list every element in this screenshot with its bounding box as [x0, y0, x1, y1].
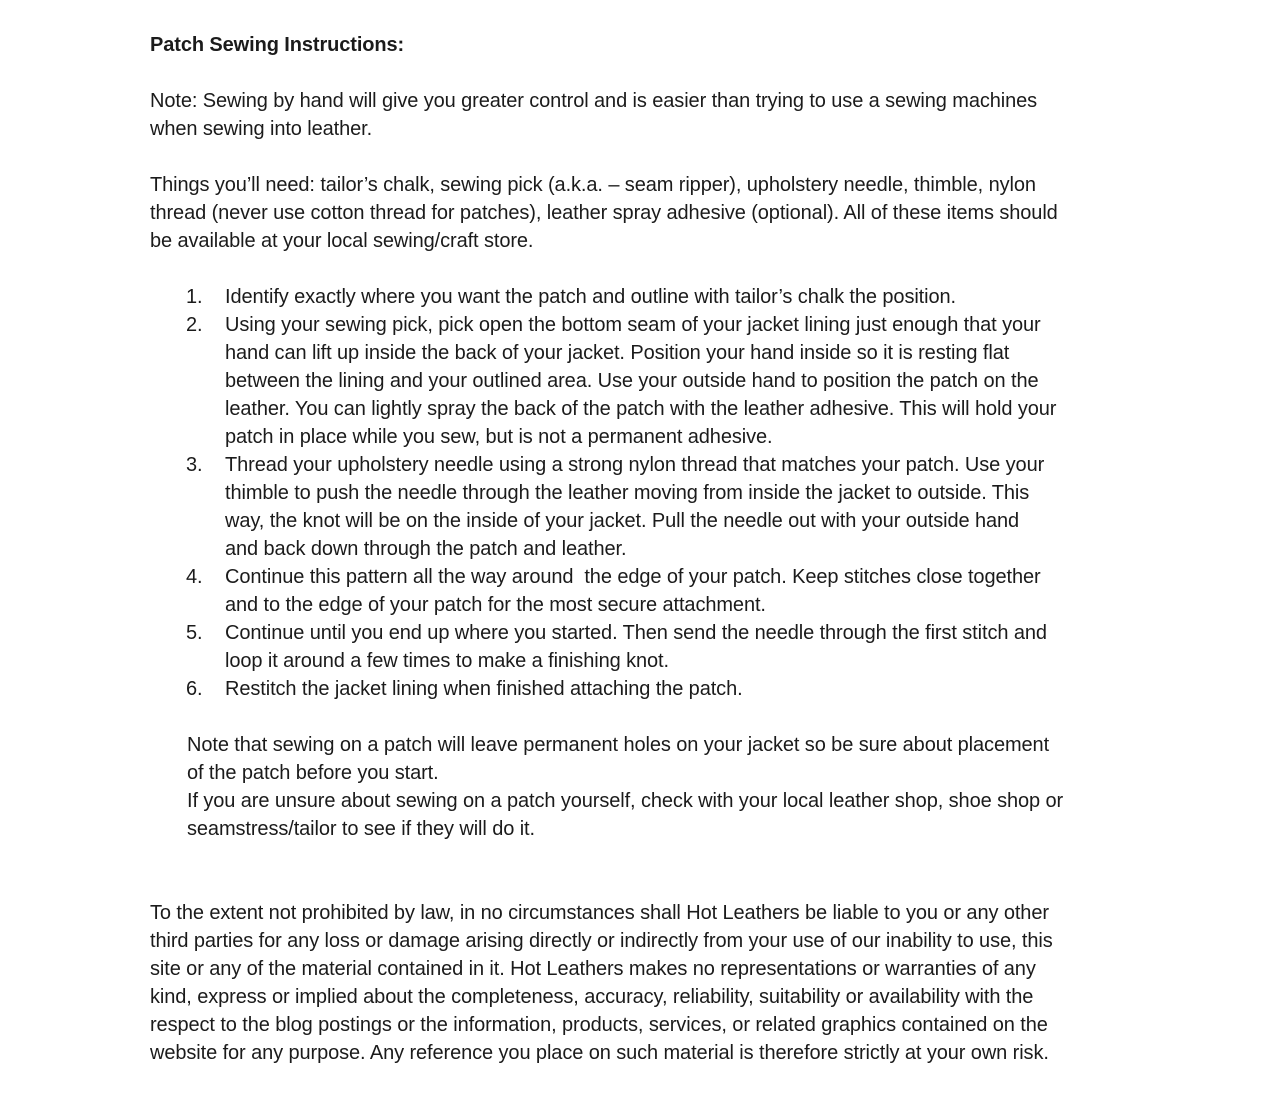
step-text: Continue until you end up where you started. Then send the needle through the first stitch and loop it around a few times to make a finishing knot.	[225, 622, 1047, 672]
step-number: 4.	[186, 566, 203, 588]
step-item	[150, 619, 1150, 675]
step-text: Restitch the jacket lining when finished attaching the patch.	[225, 678, 743, 700]
disclaimer-paragraph: To the extent not prohibited by law, in no circumstances shall Hot Leathers be liable to you or any other third parties for any loss or damage arising directly or indirectly from your use of our inability to use, this site or any of the material contained in it. Hot Leathers makes no representations or warranties of any kind, express or implied about the completeness, accuracy, reliability, suitability or availability with the respect to the blog postings or the information, products, services, or related graphics contained on the website for any purpose. Any reference you place on such material is therefore strictly at your own risk.	[150, 902, 1053, 1064]
step-text: Continue this pattern all the way around the edge of your patch. Keep stitches close together and to the edge of your patch for the most secure attachment.	[225, 566, 1041, 616]
step-number: 6.	[186, 678, 203, 700]
document-title: Patch Sewing Instructions:	[150, 34, 405, 56]
instruction-steps-list	[150, 283, 1150, 703]
step-text: Thread your upholstery needle using a strong nylon thread that matches your patch. Use your thimble to push the needle through the leather moving from inside the jacket to outside. This way, the knot will be on the inside of your jacket. Pull the needle out with your outside hand and back down through the patch and leather.	[225, 454, 1045, 560]
placement-note-paragraph: Note that sewing on a patch will leave permanent holes on your jacket so be sure about placement of the patch before you start.	[187, 734, 1050, 784]
step-item	[150, 283, 1150, 311]
document-page	[150, 31, 1150, 1067]
intro-note-paragraph: Note: Sewing by hand will give you greater control and is easier than trying to use a sewing machines when sewing into leather.	[150, 90, 1038, 140]
step-item	[150, 563, 1150, 619]
unsure-note-paragraph: If you are unsure about sewing on a patch yourself, check with your local leather shop, shoe shop or seamstress/tailor to see if they will do it.	[187, 790, 1064, 840]
step-text: Using your sewing pick, pick open the bottom seam of your jacket lining just enough that your hand can lift up inside the back of your jacket. Position your hand inside so it is resting flat between the lining and your outlined area. Use your outside hand to position the patch on the leather. You can lightly spray the back of the patch with the leather adhesive. This will hold your patch in place while you sew, but is not a permanent adhesive.	[225, 314, 1057, 448]
closing-notes-block	[150, 731, 1150, 843]
step-number: 1.	[186, 286, 203, 308]
supplies-paragraph: Things you’ll need: tailor’s chalk, sewing pick (a.k.a. – seam ripper), upholstery needle, thimble, nylon thread (never use cotton thread for patches), leather spray adhesive (optional). All of these items should be available at your local sewing/craft store.	[150, 174, 1058, 252]
step-item	[150, 311, 1150, 451]
step-number: 3.	[186, 454, 203, 476]
step-item	[150, 451, 1150, 563]
step-item	[150, 675, 1150, 703]
step-text: Identify exactly where you want the patch and outline with tailor’s chalk the position.	[225, 286, 956, 308]
step-number: 5.	[186, 622, 203, 644]
step-number: 2.	[186, 314, 203, 336]
